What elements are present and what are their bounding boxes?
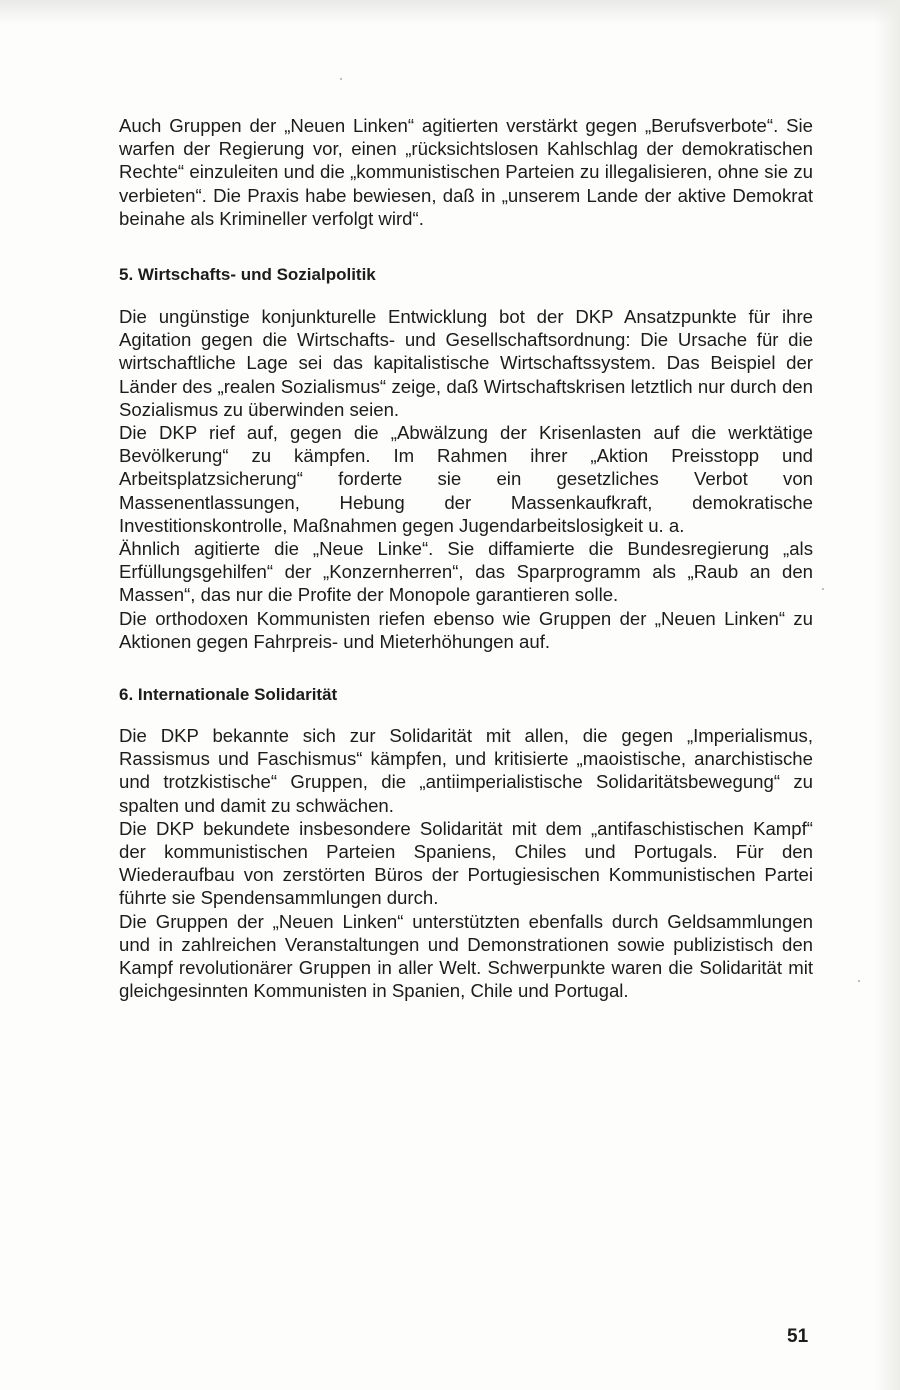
intro-paragraph: Auch Gruppen der „Neuen Linken“ agitierten verstärkt gegen „Berufsverbote“. Sie warfen der Regierung vor, einen „rücksichtslosen Kahlschlag der demokratischen Rechte“ einzuleiten und die „kommunistischen Parteien zu illegalisieren, ohne sie zu verbieten“. Die Praxis habe bewiesen, daß in „unserem Lande der aktive Demokrat beinahe als Krimineller verfolgt wird“. xyxy=(119,115,813,229)
page-content xyxy=(119,114,813,1003)
section-5-paragraph: Die ungünstige konjunkturelle Entwicklung bot der DKP Ansatzpunkte für ihre Agitation gegen die Wirtschafts- und Gesellschaftsordnung: Die Ursache für die wirtschaftliche Lage sei das kapitalistische Wirtschaftssystem. Das Beispiel der Länder des „realen Sozialismus“ zeige, daß Wirtschaftskrisen letztlich nur durch den Sozialismus zu überwinden seien. xyxy=(119,306,813,420)
page-number: 51 xyxy=(787,1326,809,1347)
section-5-paragraph: Die orthodoxen Kommunisten riefen ebenso wie Gruppen der „Neuen Linken“ zu Aktionen gegen Fahrpreis- und Mieterhöhungen auf. xyxy=(119,607,813,652)
section-5-paragraph: Die DKP rief auf, gegen die „Abwälzung der Krisenlasten auf die werktätige Bevölkerung“ zu kämpfen. Im Rahmen ihrer „Aktion Preisstopp und Arbeitsplatzsicherung“ forderte sie ein gesetzliches Verbot von Massenentlassungen, Hebung der Massenkaufkraft, demokratische Investitionskontrolle, Maßnahmen gegen Jugendarbeitslosigkeit u. a. xyxy=(119,422,813,536)
section-6-heading: 6. Internationale Solidarität xyxy=(119,685,338,705)
section-6-paragraph: Die DKP bekannte sich zur Solidarität mit allen, die gegen „Imperialismus, Rassismus und Faschismus“ kämpfen, und kritisierte „maoistische, anarchistische und trotzkistische“ Gruppen, die „antiimperialistische Solidaritätsbewegung“ zu spalten und damit zu schwächen. xyxy=(119,725,813,816)
scan-edge-top xyxy=(0,0,900,24)
section-6-paragraph: Die DKP bekundete insbesondere Solidarität mit dem „antifaschistischen Kampf“ der kommunistischen Parteien Spaniens, Chiles und Portugals. Für den Wiederaufbau von zerstörten Büros der Portugiesischen Kommunistischen Partei führte sie Spendensammlungen durch. xyxy=(119,817,813,909)
section-5-paragraph: Ähnlich agitierte die „Neue Linke“. Sie diffamierte die Bundesregierung „als Erfüllungsgehilfen“ der „Konzernherren“, das Sparprogramm als „Raub an den Massen“, das nur die Profite der Monopole garantieren solle. xyxy=(119,538,813,606)
section-5-heading: 5. Wirtschafts- und Sozialpolitik xyxy=(119,265,376,285)
scan-speck xyxy=(822,588,824,590)
scan-speck xyxy=(858,980,860,982)
scan-speck xyxy=(340,78,342,80)
scan-edge-right xyxy=(874,0,900,1390)
section-6-paragraph: Die Gruppen der „Neuen Linken“ unterstützten ebenfalls durch Geldsammlungen und in zahlreichen Veranstaltungen und Demonstrationen sowie publizistisch den Kampf revolutionärer Gruppen in aller Welt. Schwerpunkte waren die Solidarität mit gleichgesinnten Kommunisten in Spanien, Chile und Portugal. xyxy=(119,910,813,1002)
